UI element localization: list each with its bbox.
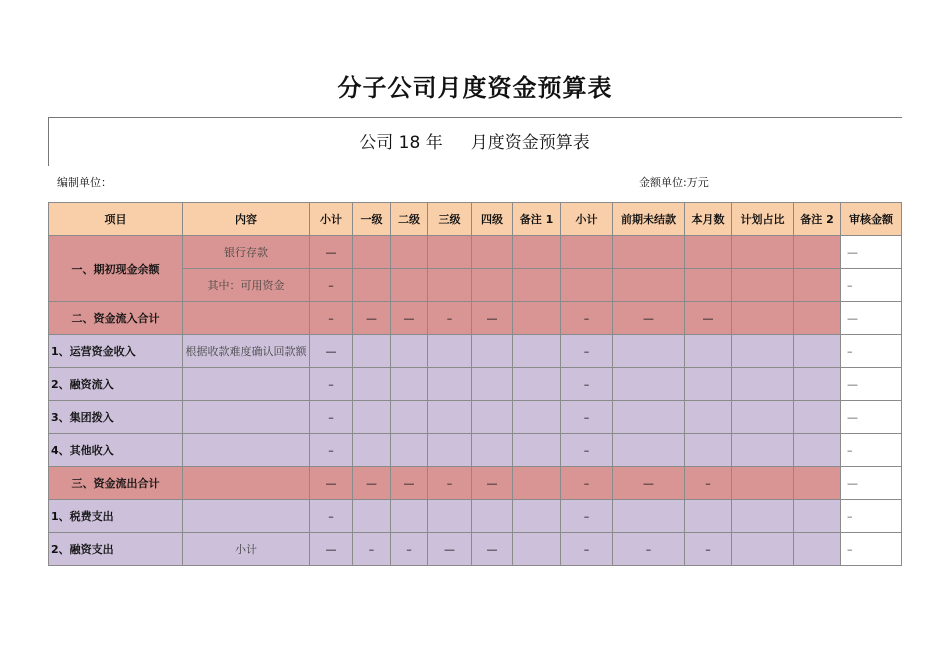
cell — [613, 434, 685, 467]
cell — [472, 368, 513, 401]
cell: – — [561, 500, 613, 533]
table-row — [49, 500, 902, 533]
audit-cell[interactable]: — — [841, 368, 902, 401]
cell: – — [428, 302, 472, 335]
cell: — — [472, 302, 513, 335]
cell — [732, 500, 794, 533]
cell — [353, 401, 391, 434]
table-row — [49, 368, 902, 401]
amount-unit-label: 金额单位:万元 — [639, 176, 709, 189]
cell — [428, 401, 472, 434]
cell — [794, 500, 841, 533]
table-subtitle — [48, 128, 901, 153]
cell — [613, 368, 685, 401]
row-content: 银行存款 — [183, 236, 310, 269]
cell — [794, 533, 841, 566]
row-item: 1、运营资金收入 — [49, 335, 183, 368]
table-row — [49, 335, 902, 368]
cell — [794, 401, 841, 434]
cell — [685, 368, 732, 401]
header-level-1: 一级 — [353, 203, 391, 236]
header-plan-ratio: 计划占比 — [732, 203, 794, 236]
cell: – — [561, 302, 613, 335]
cell: — — [613, 467, 685, 500]
cell — [428, 236, 472, 269]
cell: – — [561, 401, 613, 434]
page-title: 分子公司月度资金预算表 — [337, 74, 613, 102]
cell: – — [310, 368, 353, 401]
audit-cell[interactable]: — — [841, 401, 902, 434]
cell: — — [310, 533, 353, 566]
header-row — [49, 203, 902, 236]
header-audit-amount: 审核金额 — [841, 203, 902, 236]
cell — [472, 434, 513, 467]
cell — [353, 236, 391, 269]
cell — [513, 500, 561, 533]
cell — [794, 236, 841, 269]
cell — [685, 236, 732, 269]
cell — [513, 368, 561, 401]
cell — [732, 269, 794, 302]
cell: — — [685, 302, 732, 335]
cell: — — [391, 467, 428, 500]
row-content: 其中：可用资金 — [183, 269, 310, 302]
cell — [391, 236, 428, 269]
table-row — [49, 467, 902, 500]
cell — [513, 269, 561, 302]
row-item: 1、税费支出 — [49, 500, 183, 533]
cell: – — [391, 533, 428, 566]
cell: — — [353, 467, 391, 500]
row-content: 小计 — [183, 533, 310, 566]
cell — [732, 335, 794, 368]
cell: — — [472, 467, 513, 500]
cell — [391, 401, 428, 434]
cell — [685, 335, 732, 368]
cell — [685, 269, 732, 302]
header-item: 项目 — [49, 203, 183, 236]
row-item: 一、期初现金余额 — [49, 236, 183, 302]
row-content — [183, 500, 310, 533]
cell — [794, 335, 841, 368]
row-content — [183, 434, 310, 467]
cell — [428, 500, 472, 533]
cell: – — [428, 467, 472, 500]
audit-cell[interactable]: – — [841, 533, 902, 566]
cell: — — [310, 236, 353, 269]
cell: – — [685, 467, 732, 500]
header-subtotal-1: 小计 — [310, 203, 353, 236]
row-content — [183, 467, 310, 500]
cell — [732, 434, 794, 467]
cell — [353, 269, 391, 302]
cell — [613, 236, 685, 269]
cell — [613, 269, 685, 302]
cell — [561, 269, 613, 302]
cell — [513, 236, 561, 269]
cell: — — [310, 467, 353, 500]
cell — [513, 434, 561, 467]
cell: — — [428, 533, 472, 566]
header-subtotal-2: 小计 — [561, 203, 613, 236]
cell — [472, 500, 513, 533]
cell — [353, 500, 391, 533]
cell — [353, 335, 391, 368]
audit-cell[interactable]: – — [841, 269, 902, 302]
cell — [732, 467, 794, 500]
header-level-4: 四级 — [472, 203, 513, 236]
cell — [472, 236, 513, 269]
header-prior-unsettled: 前期未结款 — [613, 203, 685, 236]
audit-cell[interactable]: — — [841, 236, 902, 269]
cell — [513, 335, 561, 368]
cell — [794, 368, 841, 401]
cell — [732, 368, 794, 401]
header-level-2: 二级 — [391, 203, 428, 236]
cell: – — [310, 434, 353, 467]
row-item: 二、资金流入合计 — [49, 302, 183, 335]
header-this-month: 本月数 — [685, 203, 732, 236]
cell — [685, 500, 732, 533]
cell — [391, 335, 428, 368]
cell: – — [561, 335, 613, 368]
subtitle-company-year: 公司 18 年 — [359, 133, 443, 153]
cell — [428, 269, 472, 302]
row-item: 三、资金流出合计 — [49, 467, 183, 500]
cell — [428, 368, 472, 401]
row-content — [183, 302, 310, 335]
table-row — [49, 401, 902, 434]
header-content: 内容 — [183, 203, 310, 236]
cell — [472, 269, 513, 302]
cell — [732, 401, 794, 434]
subtitle-report-name: 月度资金预算表 — [470, 133, 590, 153]
cell — [391, 368, 428, 401]
row-content: 根据收款难度确认回款额 — [183, 335, 310, 368]
cell — [613, 335, 685, 368]
cell — [794, 269, 841, 302]
cell: – — [561, 467, 613, 500]
table-row — [49, 434, 902, 467]
header-remark-2: 备注 2 — [794, 203, 841, 236]
cell: – — [613, 533, 685, 566]
cell: — — [391, 302, 428, 335]
audit-cell[interactable]: — — [841, 467, 902, 500]
cell — [391, 500, 428, 533]
cell — [513, 533, 561, 566]
cell: — — [310, 335, 353, 368]
cell: – — [685, 533, 732, 566]
header-remark-1: 备注 1 — [513, 203, 561, 236]
cell: — — [353, 302, 391, 335]
cell — [472, 335, 513, 368]
cell — [513, 401, 561, 434]
row-item: 2、融资支出 — [49, 533, 183, 566]
cell: – — [353, 533, 391, 566]
cell — [513, 302, 561, 335]
cell — [685, 434, 732, 467]
cell: — — [472, 533, 513, 566]
cell: – — [561, 434, 613, 467]
cell — [794, 467, 841, 500]
row-content — [183, 368, 310, 401]
cell: – — [310, 401, 353, 434]
cell — [613, 500, 685, 533]
cell — [794, 302, 841, 335]
row-content — [183, 401, 310, 434]
cell: – — [310, 500, 353, 533]
audit-cell[interactable]: – — [841, 335, 902, 368]
audit-cell[interactable]: – — [841, 434, 902, 467]
table-row — [49, 236, 902, 269]
row-item: 4、其他收入 — [49, 434, 183, 467]
cell — [353, 434, 391, 467]
cell — [685, 401, 732, 434]
cell: – — [561, 533, 613, 566]
header-level-3: 三级 — [428, 203, 472, 236]
cell — [794, 434, 841, 467]
cell: – — [310, 302, 353, 335]
cell — [353, 368, 391, 401]
budget-table — [48, 202, 902, 566]
cell: – — [561, 368, 613, 401]
table-row — [49, 533, 902, 566]
cell — [428, 434, 472, 467]
table-row — [49, 302, 902, 335]
cell — [732, 533, 794, 566]
cell — [428, 335, 472, 368]
cell — [613, 401, 685, 434]
cell: – — [310, 269, 353, 302]
cell — [472, 401, 513, 434]
cell: — — [613, 302, 685, 335]
cell — [391, 434, 428, 467]
cell — [732, 302, 794, 335]
row-item: 3、集团拨入 — [49, 401, 183, 434]
row-item: 2、融资流入 — [49, 368, 183, 401]
cell — [391, 269, 428, 302]
compiling-unit-label: 编制单位： — [57, 176, 112, 189]
audit-cell[interactable]: — — [841, 302, 902, 335]
cell — [561, 236, 613, 269]
cell — [732, 236, 794, 269]
cell — [513, 467, 561, 500]
audit-cell[interactable]: – — [841, 500, 902, 533]
